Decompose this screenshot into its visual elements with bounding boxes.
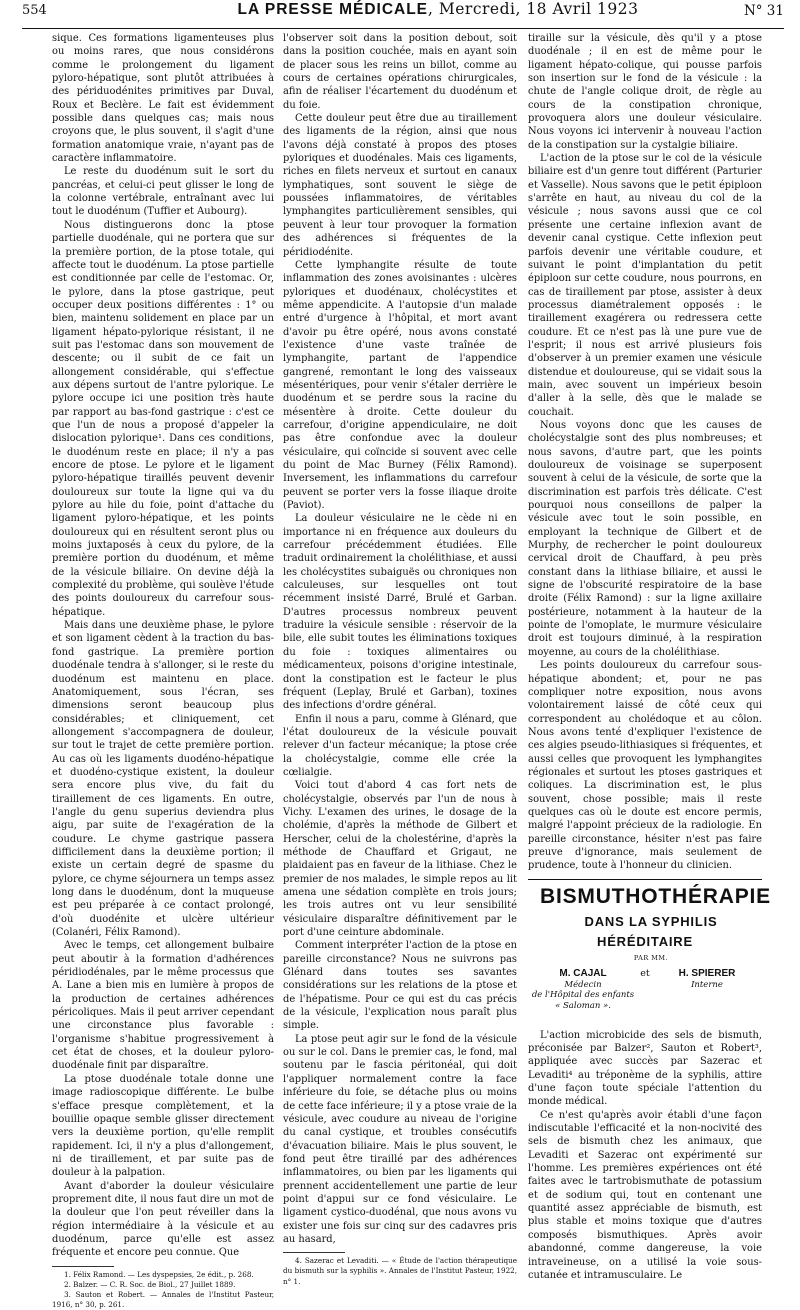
paragraph: Cette douleur peut être due au tiraillement des ligaments de la région, ainsi que nous l'avons déjà constaté à propos des ptoses pyloriques et duodénales. Mais ces ligaments, riches en filets nerveux et surtout en canaux lymphatiques, sont souvent le siège de poussées inflammatoires, de véritables lymphangites particulièrement sensibles, qui peuvent à leur tour provoquer la formation des adhérences si fréquentes de la péridiodénite. <box>283 113 517 258</box>
article-title: BISMUTHOTHÉRAPIE <box>540 884 771 908</box>
author-role: Médecin <box>564 979 602 990</box>
paragraph: Les points douloureux du carrefour sous-hépatique abondent; et, pour ne pas compliquer notre exposition, nous avons volontairement laissé de côté ceux qui correspondent au cholédoque et au côlon. Nous avons tenté d'expliquer l'existence de ces algies pseudo-lithiasiques si fréquentes, et aussi celles que provoquent les lymphangites régionales et surtout les ptoses gastriques et coliques. La discrimination est, le plus souvent, chose possible; mais il reste quelques cas où le doute est encore permis, malgré l'appoint précieux de la radiologie. En pareille circonstance, hésiter n'est pas faire preuve d'ignorance, mais seulement de prudence, toute à l'honneur du clinicien. <box>528 660 762 872</box>
column-right <box>528 32 771 1282</box>
issue-date: , Mercredi, 18 Avril 1923 <box>428 0 639 18</box>
author-block <box>528 967 762 1011</box>
author-role: Interne <box>691 979 723 990</box>
paragraph: Le reste du duodénum suit le sort du pancréas, et celui-ci peut glisser le long de la colonne vertébrale, entraînant avec lui tout le duodénum (Tuffier et Aubourg). <box>52 166 274 218</box>
paragraph: Ce n'est qu'après avoir établi d'une façon indiscutable l'efficacité et la non-nocivité des sels de bismuth chez les animaux, que Levaditi et Sazerac ont expérimenté sur l'homme. Les premières expériences ont été faites avec le tartrobismuthate de potassium et de sodium qui, tout en contenant une quantité assez appréciable de bismuth, est plus stable et moins toxique que d'autres composés bismuthiques. Après avoir abandonné, comme dangereuse, la voie intraveineuse, on a utilisé la voie sous-cutanée et intramusculaire. Le <box>528 1109 762 1281</box>
author-conjunction: et <box>640 967 650 979</box>
footnote-divider <box>283 1252 345 1253</box>
footnote: 2. Balzer. — C. R. Soc. de Biol., 27 Juillet 1889. <box>64 1279 236 1289</box>
footnote: 3. Sauton et Robert. — Annales de l'Institut Pasteur, 1916, n° 30, p. 261. <box>52 1290 274 1310</box>
footnote-divider <box>52 1266 114 1267</box>
footnote: 1. Félix Ramond. — Les dyspepsies, 2e édit., p. 268. <box>64 1269 254 1279</box>
author-affiliation: de l'Hôpital des enfants « Saloman ». <box>531 990 635 1011</box>
article-body <box>528 1029 762 1283</box>
paragraph: Voici tout d'abord 4 cas fort nets de cholécystalgie, observés par l'un de nous à Vichy. L'examen des urines, le dosage de la cholémie, d'après la méthode de Gilbert et Herscher, celui de la cholestérine, d'après la méthode de Chauffard et Grigaut, ne plaidaient pas en faveur de la lithiase. Chez le premier de nos malades, le simple repos au lit amena une sédation complète en trois jours; les trois autres ont vu leur sensibilité vésiculaire disparaître définitivement par le port d'une ceinture abdominale. <box>283 780 517 939</box>
page-header <box>22 0 784 30</box>
paragraph: tiraille sur la vésicule, dès qu'il y a ptose duodénale ; il en est de même pour le ligament hépato-colique, qui pousse parfois son insertion sur le fond de la vésicule : la chute de l'angle colique droit, de règle au cours de la constipation chronique, provoquera alors une douleur vésiculaire. Nous voyons ici intervenir à nouveau l'action de la constipation sur la cystalgie biliaire. <box>528 33 762 151</box>
header-rule <box>22 28 784 29</box>
paragraph: Comment interpréter l'action de la ptose en pareille circonstance? Nous ne suivrons pas Glénard dans toutes ses savantes considérations sur les relations de la ptose et de l'hépatisme. Pour ce qui est du cas précis de la vésicule, l'explication nous paraît plus simple. <box>283 940 517 1032</box>
paragraph: La douleur vésiculaire ne le cède ni en importance ni en fréquence aux douleurs du carrefour précédemment étudiées. Elle traduit ordinairement la cholélithiase, et aussi les cholécystites subaiguës ou chroniques non calculeuses, sur lesquelles ont tout récemment insisté Darré, Brulé et Garban. D'autres processus nombreux peuvent traduire la vésicule sensible : réservoir de la bile, elle subit toutes les éliminations toxiques du foie : toxiques alimentaires ou médicamenteux, poisons d'origine intestinale, dont la constipation est le facteur le plus fréquent (Leplay, Brulé et Garban), toxines des infections d'ordre général. <box>283 513 517 712</box>
author-name: M. CAJAL <box>559 967 607 979</box>
paragraph: La ptose peut agir sur le fond de la vésicule ou sur le col. Dans le premier cas, le fond, mal soutenu par le fascia péritonéal, qui doit l'appliquer normalement contre la face inférieure du foie, se détache plus ou moins de cette face inférieure; il y a ptose vraie de la vésicule, avec coudure au niveau de l'origine du canal cystique, et troubles consécutifs d'évacuation biliaire. Mais le plus souvent, le fond peut être tiraillé par des adhérences inflammatoires, ou bien par les ligaments qui prennent accidentellement une partie de leur point d'appui sur ce fond vésiculaire. Le ligament cystico-duodénal, que nous avons vu exister une fois sur cinq sur des cadavres pris au hasard, <box>283 1033 517 1245</box>
author-spierer <box>652 967 762 991</box>
article-subtitle: DANS LA SYPHILIS HÉRÉDITAIRE <box>584 913 718 949</box>
footnote: 4. Sazerac et Levaditi. — « Étude de l'action thérapeutique du bismuth sur la syphilis ». Annales de l'Institut Pasteur, 1922, n° 1. <box>283 1256 517 1286</box>
new-article <box>528 879 771 1283</box>
byline-label: PAR MM. <box>633 953 669 962</box>
author-name: H. SPIERER <box>678 967 736 979</box>
journal-masthead <box>172 0 704 19</box>
paragraph: L'action de la ptose sur le col de la vésicule biliaire est d'un genre tout différent (Parturier et Vasselle). Nous savons que le petit épiploon s'arrête en haut, au niveau du col de la vésicule ; nous savons aussi que ce col présente une certaine inflexion avant de devenir canal cystique. Cette inflexion peut parfois devenir une véritable coudure, et suivant le point d'implantation du petit épiploon sur cette coudure, nous pourrons, en cas de tiraillement par ptose, assister à deux processus diamétralement opposés : le tiraillement exagérera ou redressera cette coudure. Et ce n'est pas là une pure vue de l'esprit; il nous est arrivé plusieurs fois d'observer à un premier examen une vésicule distendue et douloureuse, qui se vidait sous la main, avec souvent un impérieux besoin d'aller à la selle, dès que le malade se couchait. <box>528 153 762 418</box>
paragraph: L'action microbicide des sels de bismuth, préconisée par Balzer², Sauton et Robert³, appliquée avec succès par Sazerac et Levaditi⁴ au tréponème de la syphilis, attire d'une façon toute spéciale l'attention du monde médical. <box>528 1029 762 1108</box>
paragraph: Enfin il nous a paru, comme à Glénard, que l'état douloureux de la vésicule pouvait relever d'un facteur mécanique; la ptose crée la cholécystalgie, comme elle crée la cœlialgie. <box>283 713 517 778</box>
paragraph: sique. Ces formations ligamenteuses plus ou moins rares, que nous considérons comme le prolongement du ligament pyloro-hépatique, sont plutôt attribuées à des périduodénites primitives par Duval, Roux et Beclère. Le fait est évidemment possible dans quelques cas; mais nous croyons que, le plus souvent, il s'agit d'une formation anatomique vraie, n'ayant pas de caractère inflammatoire. <box>52 33 274 165</box>
paragraph: Nous voyons donc que les causes de cholécystalgie sont des plus nombreuses; et nous savons, d'autre part, que les points douloureux de voisinage se superposent souvent à celui de la vésicule, de sorte que la discrimination est parfois très délicate. C'est pourquoi nous conseillons de palper la vésicule avec tout le soin possible, en employant la technique de Gilbert et de Murphy, de rechercher le point douloureux cervical droit de Chauffard, à peu près constant dans la lithiase biliaire, et aussi le signe de l'obscurité respiratoire de la base droite (Félix Ramond) : sur la ligne axillaire postérieure, notamment à la hauteur de la pointe de l'omoplate, le murmure vésiculaire droit est toujours diminué, à la respiration moyenne, au cours de la cholélithiase. <box>528 419 762 658</box>
paragraph: Avec le temps, cet allongement bulbaire peut aboutir à la formation d'adhérences péridiodénales, par le même processus que A. Lane a bien mis en lumière à propos de la production de certaines adhérences péricoliques. Mais il peut arriver cependant une circonstance plus favorable : l'organisme s'habitue progressivement à cet état de choses, et la douleur pyloro-duodénale finit par disparaître. <box>52 940 274 1072</box>
paragraph: Cette lymphangite résulte de toute inflammation des zones avoisinantes : ulcères pyloriques et duodénaux, cholécystites et même appendicite. A l'autopsie d'un malade entré d'urgence à l'hôpital, et mort avant d'avoir pu être opéré, nous avons constaté l'existence d'une vaste traînée de lymphangite, partant de l'appendice gangrené, remontant le long des vaisseaux mésentériques, pour venir s'étaler derrière le duodénum et se perdre sous la racine du mésentère à droite. Cette douleur du carrefour, d'origine appendiculaire, ne doit pas être confondue avec la douleur vésiculaire, qui coïncide si souvent avec celle du point de Mac Burney (Félix Ramond). Inversement, les inflammations du carrefour peuvent se porter vers la fosse iliaque droite (Paviot). <box>283 259 517 512</box>
page-number: 554 <box>22 3 47 18</box>
paragraph: l'observer soit dans la position debout, soit dans la position couchée, mais en ayant soin de placer sous les reins un billot, comme au cours de certaines opérations chirurgicales, afin de réaliser l'écartement du duodénum et du foie. <box>283 33 517 111</box>
paragraph: Avant d'aborder la douleur vésiculaire proprement dite, il nous faut dire un mot de la douleur que l'on peut réveiller dans la région intermédiaire à la vésicule et au duodénum, parce qu'elle est assez fréquente et encore peu connue. Que <box>52 1180 274 1259</box>
paragraph: La ptose duodénale totale donne une image radioscopique différente. Le bulbe s'efface presque complètement, et la bouillie opaque semble glisser directement vers la deuxième portion, qu'elle remplit rapidement. Ici, il n'y a plus d'allongement, ni de tiraillement, et par suite pas de douleur à la palpation. <box>52 1073 274 1179</box>
paragraph: Mais dans une deuxième phase, le pylore et son ligament cèdent à la traction du bas-fond gastrique. La première portion duodénale tendra à s'allonger, si le reste du duodénum est maintenu en place. Anatomiquement, sous l'écran, ses dimensions seront beaucoup plus considérables; et cliniquement, cet allongement s'accompagnera de douleur, sur tout le trajet de cette première portion. Au cas où les ligaments duodéno-hépatique et duodéno-cystique existent, la douleur sera encore plus vive, du fait du tiraillement de ces ligaments. En outre, l'angle du genu superius deviendra plus aigu, par suite de l'exagération de la coudure. Le chyme gastrique passera difficilement dans la deuxième portion; il existe un certain degré de spasme du pylore, ce chyme séjournera un temps assez long dans le duodénum, dont la muqueuse est peu préparée à ce contact prolongé, d'où duodénite et ulcère ultérieur (Colanéri, Félix Ramond). <box>52 620 274 939</box>
paragraph: Nous distinguerons donc la ptose partielle duodénale, qui ne portera que sur la première portion, de la ptose totale, qui affecte tout le duodénum. La ptose partielle est conditionnée par celle de l'estomac. Or, le pylore, dans la ptose gastrique, peut occuper deux positions différentes : 1° ou bien, maintenu solidement en place par un ligament hépato-pylorique résistant, il ne suit pas l'estomac dans son mouvement de descente; ou il subit de ce fait un allongement considérable, qui s'effectue aux dépens surtout de l'antre pylorique. Le pylore occupe ici une position très haute par rapport au bas-fond gastrique : c'est ce que l'un de nous a proposé d'appeler la dislocation pylorique¹. Dans ces conditions, le duodénum reste en place; il n'y a pas encore de ptose. Le pylore et le ligament pyloro-hépatique tiraillés peuvent devenir douloureux sur toute la ligne qui va du pylore au hile du foie, point d'attache du ligament pyloro-hépatique, et les points douloureux qui en résultent seront plus ou moins juxtaposés à ceux du pylore, de la première portion du duodénum, et même de la vésicule biliaire. On devine déjà la complexité du problème, qui soulève l'étude des points douloureux du carrefour sous-hépatique. <box>52 219 274 618</box>
column-left <box>52 32 274 1310</box>
author-cajal <box>528 967 638 1012</box>
column-middle <box>283 32 517 1287</box>
journal-title: LA PRESSE MÉDICALE <box>237 1 429 18</box>
issue-number: N° 31 <box>743 3 784 19</box>
